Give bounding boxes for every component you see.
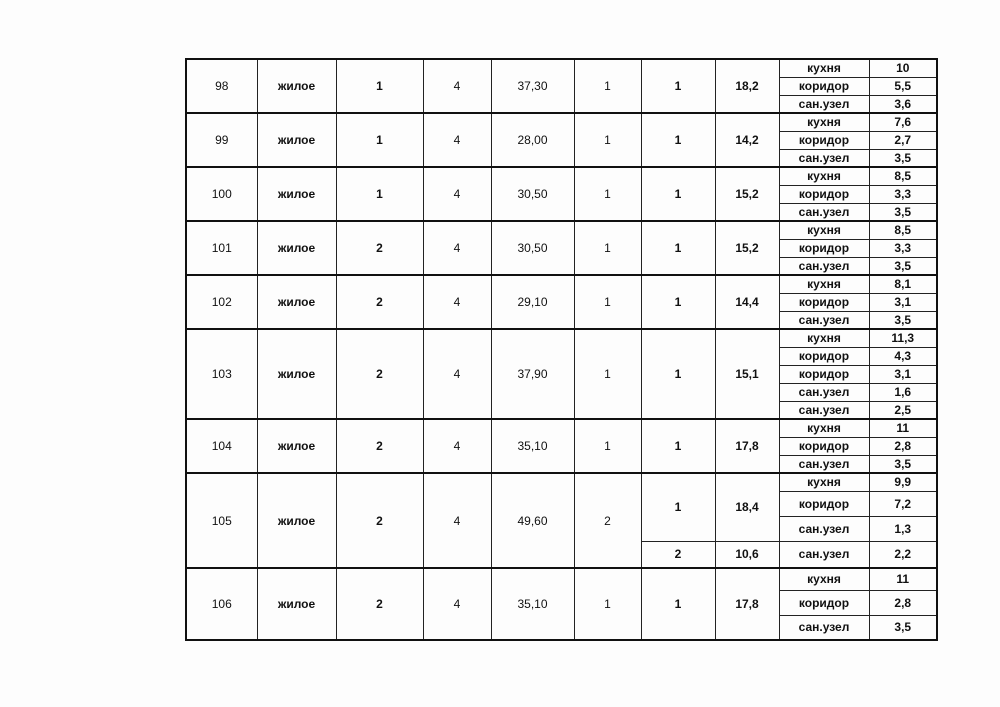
total-area: 35,10: [491, 568, 574, 640]
total-area: 37,30: [491, 59, 574, 113]
table-row: [186, 473, 937, 491]
auxiliary-area: 8,1: [869, 275, 937, 293]
auxiliary-area: 11: [869, 568, 937, 590]
auxiliary-name: коридор: [779, 239, 869, 257]
column-3-value: 1: [336, 59, 423, 113]
auxiliary-name: коридор: [779, 185, 869, 203]
room-number: 1: [641, 329, 715, 419]
room-number: 1: [641, 113, 715, 167]
floor-number: 4: [423, 59, 491, 113]
auxiliary-area: 3,3: [869, 185, 937, 203]
auxiliary-area: 7,2: [869, 491, 937, 516]
premises-type: жилое: [257, 221, 336, 275]
room-number: 1: [641, 59, 715, 113]
auxiliary-area: 1,3: [869, 516, 937, 541]
auxiliary-area: 2,5: [869, 401, 937, 419]
auxiliary-area: 2,8: [869, 437, 937, 455]
column-3-value: 1: [336, 167, 423, 221]
auxiliary-name: кухня: [779, 167, 869, 185]
floor-number: 4: [423, 167, 491, 221]
rooms-count: 1: [574, 167, 641, 221]
apartment-number: 103: [186, 329, 257, 419]
rooms-count: 2: [574, 473, 641, 568]
total-area: 35,10: [491, 419, 574, 473]
auxiliary-area: 9,9: [869, 473, 937, 491]
auxiliary-name: коридор: [779, 131, 869, 149]
premises-type: жилое: [257, 113, 336, 167]
auxiliary-name: сан.узел: [779, 149, 869, 167]
table-row: [186, 568, 937, 590]
total-area: 37,90: [491, 329, 574, 419]
auxiliary-name: кухня: [779, 221, 869, 239]
rooms-count: 1: [574, 329, 641, 419]
floor-number: 4: [423, 568, 491, 640]
total-area: 28,00: [491, 113, 574, 167]
auxiliary-area: 8,5: [869, 221, 937, 239]
column-3-value: 2: [336, 275, 423, 329]
floor-number: 4: [423, 473, 491, 568]
auxiliary-name: сан.узел: [779, 401, 869, 419]
rooms-count: 1: [574, 113, 641, 167]
room-area: 15,2: [715, 167, 779, 221]
rooms-count: 1: [574, 568, 641, 640]
auxiliary-name: сан.узел: [779, 95, 869, 113]
auxiliary-name: сан.узел: [779, 383, 869, 401]
auxiliary-name: сан.узел: [779, 615, 869, 640]
auxiliary-area: 1,6: [869, 383, 937, 401]
auxiliary-area: 4,3: [869, 347, 937, 365]
table-row: [186, 329, 937, 347]
auxiliary-area: 3,6: [869, 95, 937, 113]
auxiliary-area: 3,3: [869, 239, 937, 257]
table-row: [186, 419, 937, 437]
premises-type: жилое: [257, 275, 336, 329]
auxiliary-area: 2,8: [869, 590, 937, 615]
premises-type: жилое: [257, 419, 336, 473]
floor-number: 4: [423, 419, 491, 473]
room-area: 10,6: [715, 541, 779, 568]
column-3-value: 2: [336, 419, 423, 473]
total-area: 30,50: [491, 167, 574, 221]
room-number: 1: [641, 568, 715, 640]
auxiliary-name: коридор: [779, 293, 869, 311]
table-row: [186, 113, 937, 131]
column-3-value: 2: [336, 568, 423, 640]
rooms-count: 1: [574, 59, 641, 113]
room-area: 18,2: [715, 59, 779, 113]
floor-number: 4: [423, 275, 491, 329]
column-3-value: 2: [336, 329, 423, 419]
table-row: [186, 167, 937, 185]
auxiliary-area: 7,6: [869, 113, 937, 131]
auxiliary-name: коридор: [779, 365, 869, 383]
premises-type: жилое: [257, 167, 336, 221]
auxiliary-area: 11: [869, 419, 937, 437]
apartment-number: 104: [186, 419, 257, 473]
auxiliary-name: кухня: [779, 113, 869, 131]
floor-number: 4: [423, 329, 491, 419]
total-area: 30,50: [491, 221, 574, 275]
room-area: 15,2: [715, 221, 779, 275]
auxiliary-area: 5,5: [869, 77, 937, 95]
auxiliary-area: 3,1: [869, 365, 937, 383]
auxiliary-name: кухня: [779, 59, 869, 77]
auxiliary-area: 3,5: [869, 257, 937, 275]
apartment-number: 101: [186, 221, 257, 275]
apartment-number: 98: [186, 59, 257, 113]
table-body: [186, 59, 937, 640]
total-area: 49,60: [491, 473, 574, 568]
auxiliary-name: кухня: [779, 568, 869, 590]
room-area: 15,1: [715, 329, 779, 419]
room-area: 17,8: [715, 419, 779, 473]
auxiliary-area: 3,5: [869, 149, 937, 167]
auxiliary-name: сан.узел: [779, 541, 869, 568]
auxiliary-area: 3,1: [869, 293, 937, 311]
auxiliary-area: 3,5: [869, 311, 937, 329]
column-3-value: 2: [336, 473, 423, 568]
auxiliary-area: 2,7: [869, 131, 937, 149]
table-row: [186, 275, 937, 293]
room-area: 14,2: [715, 113, 779, 167]
auxiliary-area: 3,5: [869, 203, 937, 221]
apartment-number: 105: [186, 473, 257, 568]
auxiliary-name: кухня: [779, 419, 869, 437]
room-number: 2: [641, 541, 715, 568]
auxiliary-name: сан.узел: [779, 516, 869, 541]
auxiliary-name: сан.узел: [779, 455, 869, 473]
room-area: 18,4: [715, 473, 779, 541]
room-area: 17,8: [715, 568, 779, 640]
apartment-number: 102: [186, 275, 257, 329]
room-number: 1: [641, 419, 715, 473]
room-area: 14,4: [715, 275, 779, 329]
room-number: 1: [641, 221, 715, 275]
auxiliary-name: сан.узел: [779, 203, 869, 221]
auxiliary-area: 10: [869, 59, 937, 77]
auxiliary-name: кухня: [779, 473, 869, 491]
auxiliary-name: сан.узел: [779, 311, 869, 329]
rooms-count: 1: [574, 419, 641, 473]
floor-number: 4: [423, 221, 491, 275]
floor-number: 4: [423, 113, 491, 167]
auxiliary-name: коридор: [779, 77, 869, 95]
auxiliary-area: 3,5: [869, 455, 937, 473]
auxiliary-name: коридор: [779, 491, 869, 516]
table-row: [186, 59, 937, 77]
auxiliary-name: кухня: [779, 275, 869, 293]
premises-type: жилое: [257, 329, 336, 419]
premises-type: жилое: [257, 59, 336, 113]
auxiliary-area: 3,5: [869, 615, 937, 640]
apartment-number: 106: [186, 568, 257, 640]
apartment-number: 100: [186, 167, 257, 221]
auxiliary-name: коридор: [779, 437, 869, 455]
rooms-count: 1: [574, 275, 641, 329]
premises-type: жилое: [257, 568, 336, 640]
auxiliary-area: 2,2: [869, 541, 937, 568]
premises-type: жилое: [257, 473, 336, 568]
room-number: 1: [641, 167, 715, 221]
apartment-number: 99: [186, 113, 257, 167]
auxiliary-name: коридор: [779, 347, 869, 365]
table-row: [186, 221, 937, 239]
rooms-count: 1: [574, 221, 641, 275]
total-area: 29,10: [491, 275, 574, 329]
auxiliary-name: сан.узел: [779, 257, 869, 275]
column-3-value: 2: [336, 221, 423, 275]
room-table: [185, 58, 938, 641]
column-3-value: 1: [336, 113, 423, 167]
auxiliary-name: кухня: [779, 329, 869, 347]
auxiliary-name: коридор: [779, 590, 869, 615]
room-number: 1: [641, 275, 715, 329]
auxiliary-area: 8,5: [869, 167, 937, 185]
room-number: 1: [641, 473, 715, 541]
auxiliary-area: 11,3: [869, 329, 937, 347]
